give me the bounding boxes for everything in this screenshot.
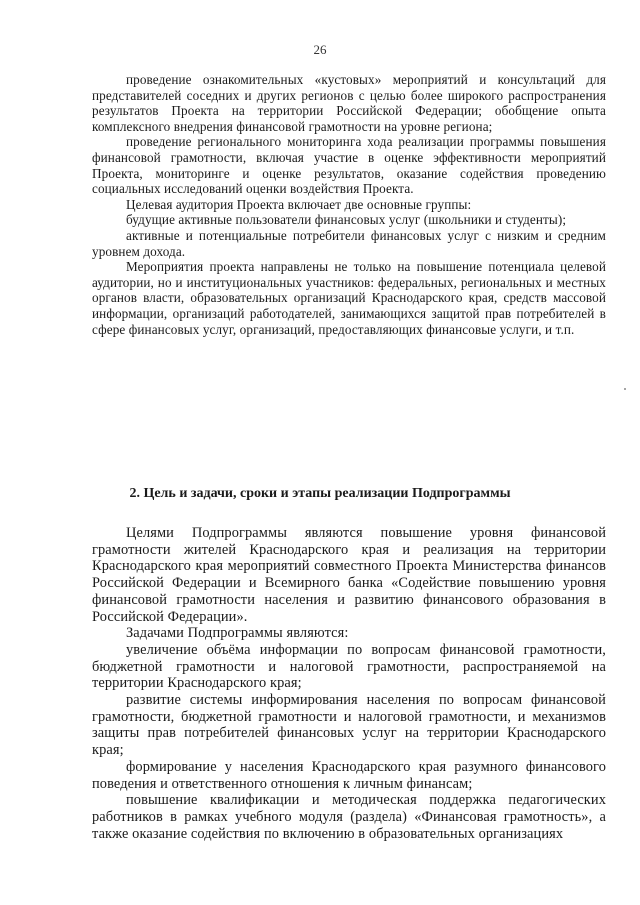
scan-speck — [624, 388, 626, 390]
paragraph: повышение квалификации и методическая поддержка педагогических работников в рамках учебного модуля (раздела) «Финансовая грамотность», а также оказание содействия по включению в образовательных организациях — [92, 792, 606, 842]
paragraph: проведение регионального мониторинга хода реализации программы повышения финансовой грамотности, включая участие в оценке эффективности мероприятий Проекта, мониторинге и оценке результатов, оказание содействия проведению социальных исследований оценки воздействия Проекта. — [92, 134, 606, 197]
paragraph: проведение ознакомительных «кустовых» мероприятий и консультаций для представителей соседних и других регионов с целью более широкого распространения результатов Проекта на территории Российской Федерации; обобщение опыта комплексного внедрения финансовой грамотности на уровне региона; — [92, 72, 606, 134]
lower-section — [92, 525, 606, 842]
page-number: 26 — [313, 42, 327, 57]
upper-section — [92, 72, 606, 337]
paragraph: будущие активные пользователи финансовых услуг (школьники и студенты); — [126, 212, 567, 228]
paragraph: формирование у населения Краснодарского края разумного финансового поведения и ответственного отношения к личным финансам; — [92, 758, 606, 792]
paragraph: развитие системы информирования населения по вопросам финансовой грамотности, бюджетной грамотности и налоговой грамотности, и механизмов защиты прав потребителей финансовых услуг на территории Краснодарского края; — [92, 692, 606, 759]
section-heading: 2. Цель и задачи, сроки и этапы реализации Подпрограммы — [129, 486, 511, 501]
paragraph: Целевая аудитория Проекта включает две основные группы: — [126, 196, 472, 212]
paragraph: увеличение объёма информации по вопросам финансовой грамотности, бюджетной грамотности и налоговой грамотности, распространяемой на территории Краснодарского края; — [92, 641, 606, 692]
paragraph: Целями Подпрограммы являются повышение уровня финансовой грамотности жителей Краснодарского края и реализация на территории Краснодарского края мероприятий совместного Проекта Министерства финансов Российской Федерации и Всемирного банка «Содействие повышению уровня финансовой грамотности населения и развитию финансового образования в Российской Федерации». — [92, 525, 606, 625]
paragraph: Мероприятия проекта направлены не только на повышение потенциала целевой аудитории, но и институциональных участников: федеральных, региональных и местных органов власти, образовательных организаций Краснодарского края, средств массовой информации, организаций работодателей, занимающихся защитой прав потребителей в сфере финансовых услуг, организаций, предоставляющих финансовые услуги, и т.п. — [92, 259, 606, 337]
paragraph: Задачами Подпрограммы являются: — [126, 625, 349, 642]
paragraph: активные и потенциальные потребители финансовых услуг с низким и средним уровнем дохода. — [92, 227, 606, 259]
